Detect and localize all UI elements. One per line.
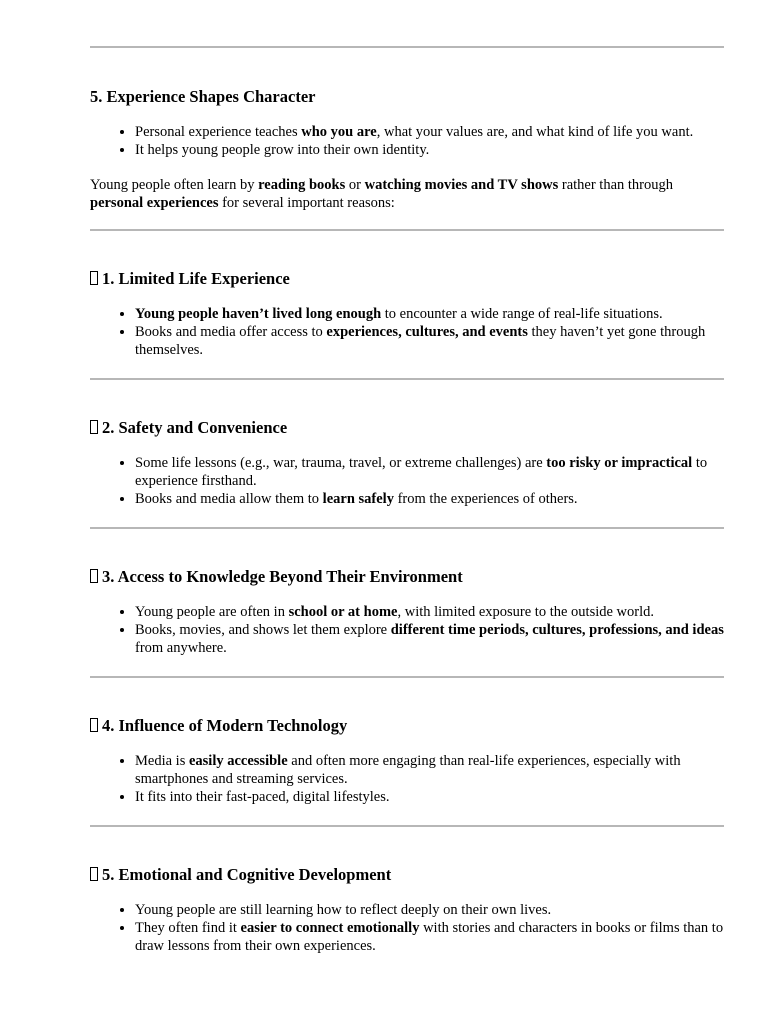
list-item: • Books and media allow them to learn safely from the experiences of others.: [135, 490, 724, 508]
list-item: • Young people are still learning how to reflect deeply on their own lives.: [135, 901, 724, 919]
list-item: • Some life lessons (e.g., war, trauma, travel, or extreme challenges) are too risky or impractical to experience firsthand.: [135, 454, 724, 490]
list-item: • It helps young people grow into their own identity.: [135, 141, 724, 159]
bullet-list: [90, 123, 724, 159]
list-item: • Personal experience teaches who you are, what your values are, and what kind of life you want.: [135, 123, 724, 141]
document-content: [90, 0, 724, 955]
list-item: • Young people haven’t lived long enough to encounter a wide range of real-life situations.: [135, 305, 724, 323]
list-item: • Books and media offer access to experiences, cultures, and events they haven’t yet gone through themselves.: [135, 323, 724, 359]
list-item: • Young people are often in school or at home, with limited exposure to the outside world.: [135, 603, 724, 621]
list-item: • They often find it easier to connect emotionally with stories and characters in books or films than to draw lessons from their own experiences.: [135, 919, 724, 955]
reason-heading-1: 1. Limited Life Experience: [90, 269, 724, 289]
list-item: • Media is easily accessible and often more engaging than real-life experiences, especially with smartphones and streaming services.: [135, 752, 724, 788]
missing-glyph-icon: [90, 569, 98, 583]
reason-heading-4: 4. Influence of Modern Technology: [90, 716, 724, 736]
missing-glyph-icon: [90, 867, 98, 881]
intro-paragraph: Young people often learn by reading books or watching movies and TV shows rather than through personal experiences for several important reasons:: [90, 177, 674, 211]
missing-glyph-icon: [90, 420, 98, 434]
missing-glyph-icon: [90, 271, 98, 285]
reason-heading-2: 2. Safety and Convenience: [90, 418, 724, 438]
bullet-list: [90, 454, 724, 508]
reason-heading-5: 5. Emotional and Cognitive Development: [90, 865, 724, 885]
bullet-list: [90, 901, 724, 955]
reason-heading-3: 3. Access to Knowledge Beyond Their Environment: [90, 567, 724, 587]
missing-glyph-icon: [90, 718, 98, 732]
bullet-list: [90, 603, 724, 657]
bullet-list: [90, 752, 724, 806]
list-item: • Books, movies, and shows let them explore different time periods, cultures, professions, and ideas from anywhere.: [135, 621, 724, 657]
section-heading-experience-shapes-character: 5. Experience Shapes Character: [90, 87, 316, 106]
list-item: • It fits into their fast-paced, digital lifestyles.: [135, 788, 724, 806]
bullet-list: [90, 305, 724, 359]
